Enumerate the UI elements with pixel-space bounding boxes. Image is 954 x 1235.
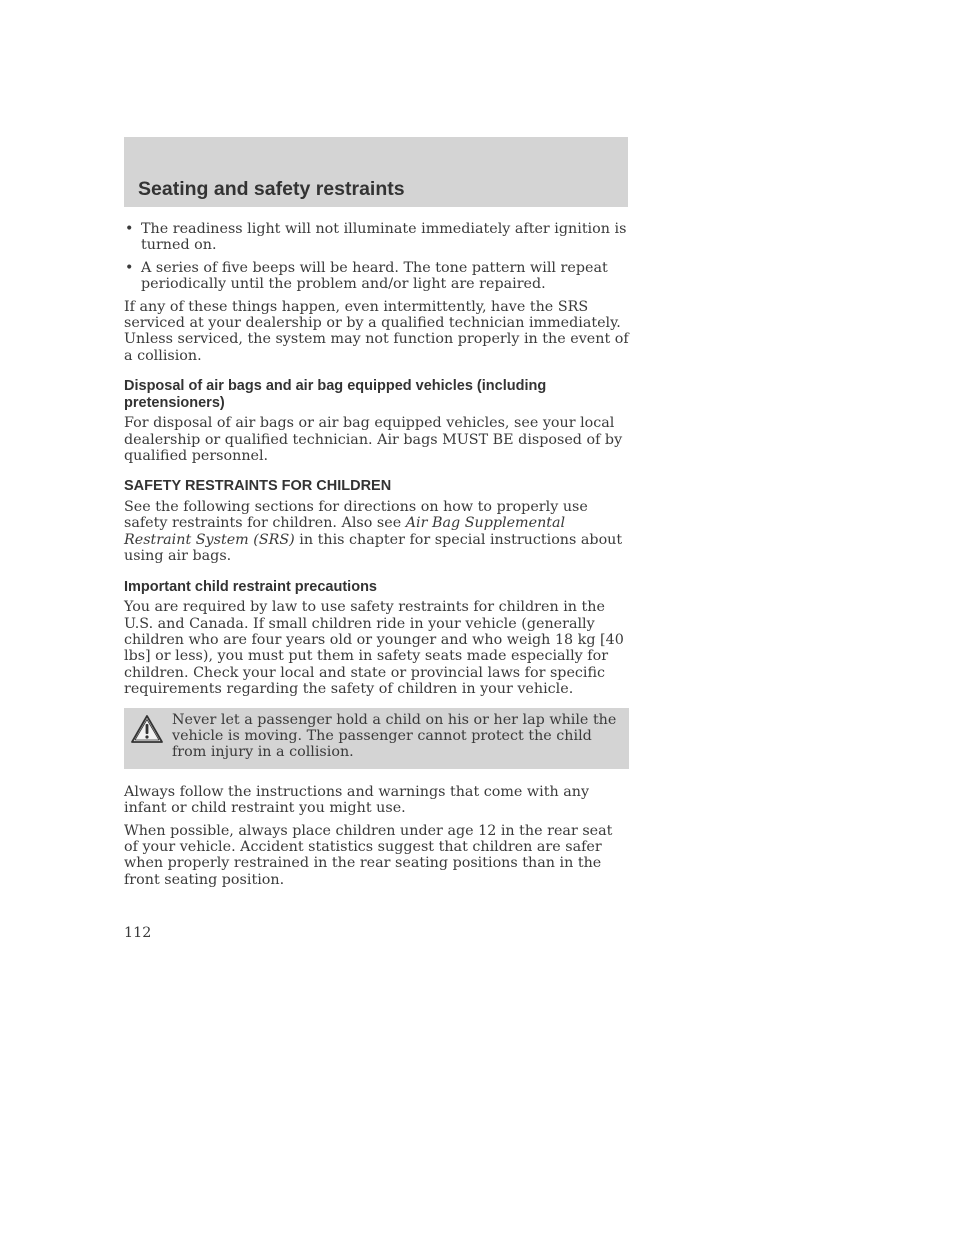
section-header-band (124, 137, 628, 207)
disposal-paragraph: For disposal of air bags or air bag equipped vehicles, see your local dealership or qualified technician. Air bags MUST BE disposed of by qualified personnel. (124, 415, 623, 465)
children-text-after: in this chapter for special instructions about using air bags. (124, 531, 623, 565)
bullet-icon: • (125, 221, 134, 237)
srs-reference: Air Bag Supplemental Restraint System (SRS) (124, 515, 566, 548)
warning-box (124, 708, 629, 769)
children-paragraph (124, 499, 629, 565)
warning-triangle-icon (130, 714, 164, 746)
bullet-text: The readiness light will not illuminate immediately after ignition is turned on. (141, 221, 627, 254)
page-number: 112 (124, 925, 152, 941)
precautions-heading: Important child restraint precautions (124, 578, 377, 595)
children-text-before: See the following sections for directions on how to properly use safety restraints for children. Also see (124, 498, 588, 532)
srs-service-paragraph: If any of these things happen, even intermittently, have the SRS serviced at your dealership or by a qualified technician immediately. Unless serviced, the system may not function properly in the event of a collision. (124, 298, 629, 364)
bullet-icon: • (125, 259, 134, 276)
bullet-text: A series of five beeps will be heard. The tone pattern will repeat periodically until the problem and/or light are repaired. (141, 259, 608, 293)
section-title: Seating and safety restraints (138, 178, 405, 200)
list-item (124, 221, 629, 254)
warning-text: Never let a passenger hold a child on his or her lap while the vehicle is moving. The passenger cannot protect the child from injury in a collision. (172, 711, 617, 761)
bullet-list (124, 221, 629, 293)
children-heading: SAFETY RESTRAINTS FOR CHILDREN (124, 478, 392, 495)
precautions-paragraph: You are required by law to use safety restraints for children in the U.S. and Canada. If small children ride in your vehicle (generally children who are four years old or younger and who weigh 18 kg [40 lbs] or less), you must put them in safety seats made especially for children. Check your local and state or provincial laws for specific requirements regarding the safety of children in your vehicle. (124, 599, 624, 698)
list-item (124, 260, 629, 293)
page-content (124, 221, 629, 894)
disposal-heading: Disposal of air bags and air bag equipped vehicles (including pretensioners) (124, 378, 547, 411)
follow-instructions-paragraph: Always follow the instructions and warnings that come with any infant or child restraint you might use. (124, 783, 590, 817)
rear-seat-paragraph: When possible, always place children under age 12 in the rear seat of your vehicle. Accident statistics suggest that children are safer when properly restrained in the rear seating positions than in the front seating position. (124, 822, 613, 888)
